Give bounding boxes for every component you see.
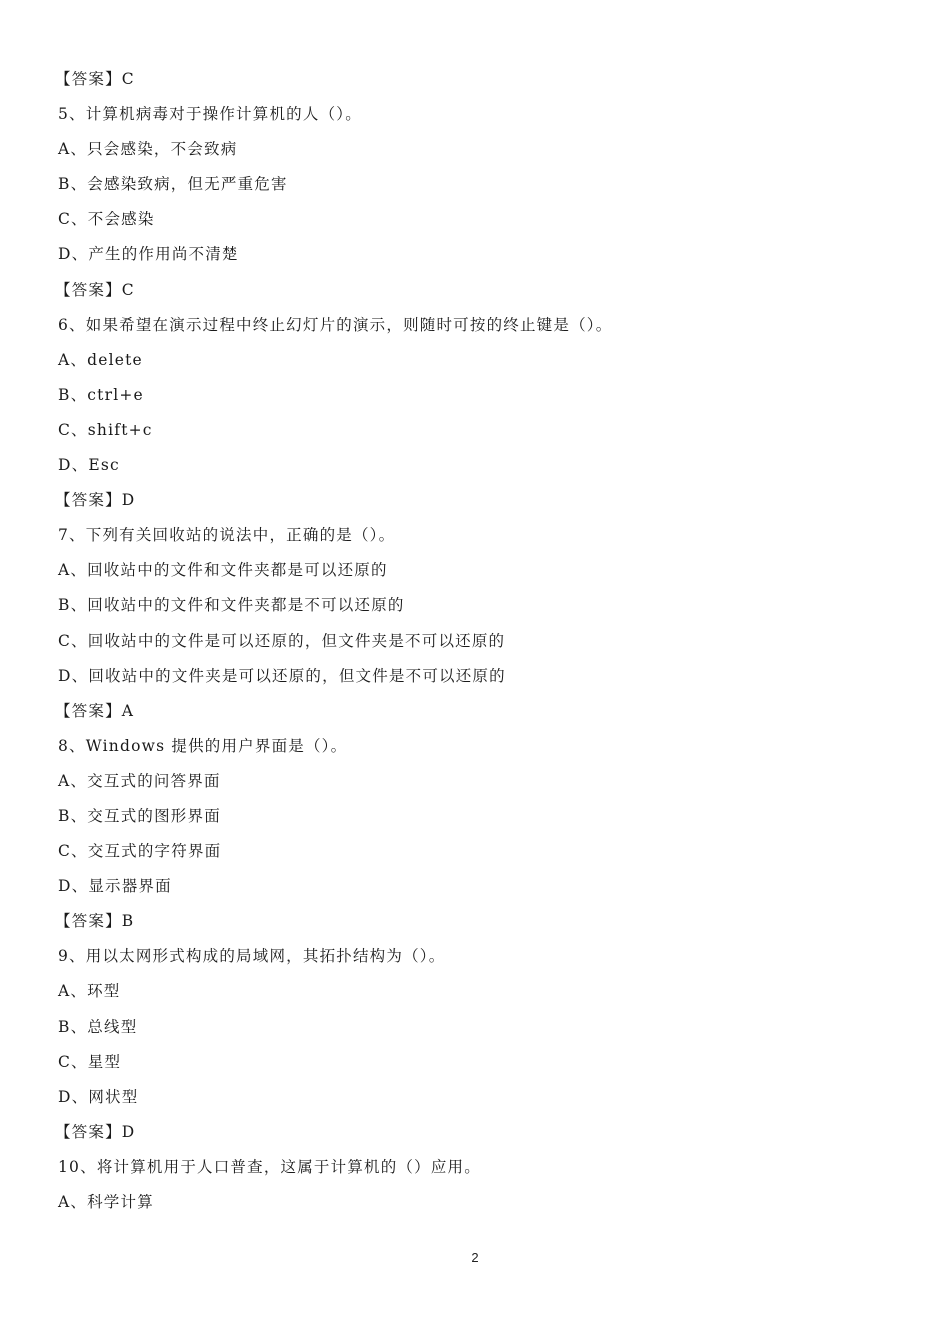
question-line: 6、如果希望在演示过程中终止幻灯片的演示，则随时可按的终止键是（）。: [58, 315, 613, 334]
page-number: 2: [471, 1250, 479, 1265]
option-line: D、显示器界面: [58, 877, 172, 896]
answer-line: 【答案】B: [55, 912, 135, 931]
question-line: 9、用以太网形式构成的局域网，其拓扑结构为（）。: [58, 947, 446, 966]
option-line: B、会感染致病，但无严重危害: [58, 175, 288, 194]
option-line: A、delete: [58, 350, 143, 369]
option-line: A、环型: [58, 982, 121, 1001]
document-body: [55, 62, 898, 1220]
question-line: 5、计算机病毒对于操作计算机的人（）。: [58, 105, 362, 124]
option-line: B、ctrl+e: [58, 385, 144, 404]
option-line: A、回收站中的文件和文件夹都是可以还原的: [58, 561, 388, 580]
answer-line: 【答案】D: [55, 1122, 136, 1141]
option-line: A、只会感染，不会致病: [58, 140, 238, 159]
option-line: C、shift+c: [58, 420, 153, 439]
option-line: A、交互式的问答界面: [58, 771, 221, 790]
answer-line: 【答案】A: [55, 701, 135, 720]
answer-line: 【答案】C: [55, 70, 135, 88]
option-line: B、回收站中的文件和文件夹都是不可以还原的: [58, 596, 405, 615]
option-line: D、回收站中的文件夹是可以还原的，但文件是不可以还原的: [58, 666, 506, 685]
option-line: B、总线型: [58, 1017, 138, 1036]
option-line: D、产生的作用尚不清楚: [58, 245, 239, 264]
option-line: B、交互式的图形界面: [58, 806, 221, 825]
answer-line: 【答案】C: [55, 280, 135, 299]
option-line: C、回收站中的文件是可以还原的，但文件夹是不可以还原的: [58, 631, 506, 650]
answer-line: 【答案】D: [55, 491, 136, 510]
question-line: 7、下列有关回收站的说法中，正确的是（）。: [58, 526, 396, 545]
question-line: 8、Windows 提供的用户界面是（）。: [58, 736, 348, 755]
option-line: D、网状型: [58, 1087, 139, 1106]
option-line: C、星型: [58, 1052, 122, 1071]
question-line: 10、将计算机用于人口普查，这属于计算机的（）应用。: [58, 1157, 481, 1176]
option-line: C、交互式的字符界面: [58, 842, 222, 861]
option-line: C、不会感染: [58, 210, 155, 229]
option-line: A、科学计算: [58, 1193, 154, 1211]
option-line: D、Esc: [58, 456, 120, 475]
